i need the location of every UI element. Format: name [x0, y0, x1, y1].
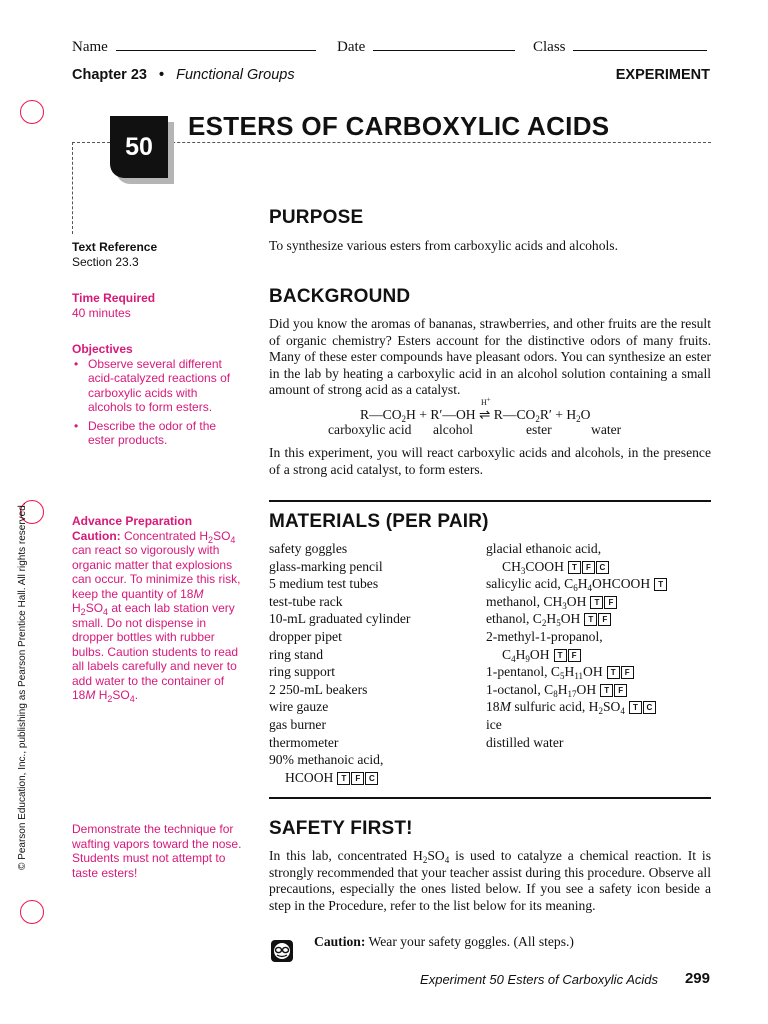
safety-rule: [269, 797, 711, 799]
time-required: [72, 291, 242, 320]
toxic-icon: T: [568, 561, 581, 574]
name-line: [116, 36, 316, 51]
safety-paragraph: In this lab, concentrated $H_2SO_4$ is used to catalyze a chemical reaction. It is strongly recommended that your teacher assist during this procedure. Observe all precautions, especially the ones listed below. If you see a safety icon beside a step in the Procedure, refer to the list below for its meaning.: [269, 848, 711, 913]
flammable-icon: F: [614, 684, 627, 697]
background-paragraph: Did you know the aromas of bananas, strawberries, and other fruits are the result of organic chemistry? Esters account for the distinctive odors of many fruits. Many of these ester compounds have pleasant odors. You can synthesize an ester in the lab by heating a carboxylic acid in an alcohol solution containing a small amount of strong acid as a catalyst.: [269, 316, 711, 398]
label-carboxylic-acid: carboxylic acid: [328, 422, 412, 437]
corrosive-icon: C: [643, 701, 656, 714]
chapter-number: Chapter 23: [72, 67, 147, 83]
material-item: ring support: [269, 664, 336, 680]
material-item: 10-mL graduated cylinder: [269, 611, 411, 627]
toxic-icon: T: [584, 613, 597, 626]
class-field: [533, 36, 707, 56]
flammable-icon: F: [582, 561, 595, 574]
material-item: 2-methyl-1-propanol,: [486, 628, 603, 644]
material-item: methanol, $CH_3OH$ T F: [486, 593, 712, 611]
text-reference-value: Section 23.3: [72, 254, 139, 269]
flammable-icon: F: [568, 649, 581, 662]
objectives: [72, 342, 242, 452]
flammable-icon: F: [351, 772, 364, 785]
material-item: 5 medium test tubes: [269, 576, 379, 592]
material-item: 2 250-mL beakers: [269, 681, 368, 697]
time-required-value: 40 minutes: [72, 305, 131, 320]
corrosive-icon: C: [596, 561, 609, 574]
material-item: ring stand: [269, 646, 323, 662]
material-item: glacial ethanoic acid,: [486, 541, 602, 556]
toxic-icon: T: [654, 578, 667, 591]
objective-item: • Observe several different acid-catalyzed reactions of carboxylic acids with alcohols to form esters.: [72, 357, 242, 415]
toxic-icon: T: [607, 666, 620, 679]
safety-heading: SAFETY FIRST!: [269, 818, 413, 839]
material-item: HCOOH T F C: [269, 769, 479, 787]
class-line: [573, 36, 707, 51]
advance-title: Advance Preparation: [72, 514, 193, 528]
binder-hole-top: [20, 100, 44, 124]
experiment-label: EXPERIMENT: [615, 67, 710, 83]
safety-caution: [314, 934, 574, 951]
material-item: distilled water: [486, 734, 564, 750]
label-alcohol: alcohol: [433, 422, 474, 437]
material-item: 18M sulfuric acid, $H_2SO_4$ T C: [486, 698, 712, 716]
material-item: 1-octanol, $C_8H_{17}OH$ T F: [486, 681, 712, 699]
toxic-icon: T: [337, 772, 350, 785]
material-item: safety goggles: [269, 541, 348, 556]
goggles-icon-graphic: [271, 940, 293, 962]
demo-note: Demonstrate the technique for wafting vapors toward the nose. Students must not attempt to taste esters!: [72, 822, 242, 880]
title-dashed-vertical: [72, 142, 73, 234]
material-item: ice: [486, 716, 502, 732]
material-item: salicylic acid, $C_6H_4OHCOOH$ T: [486, 575, 712, 593]
goggles-icon: [271, 940, 293, 962]
name-label: Name: [72, 39, 108, 55]
date-field: [337, 36, 515, 56]
objectives-list: [72, 357, 242, 448]
binder-hole-bottom: [20, 900, 44, 924]
objective-item: • Describe the odor of the ester products.: [72, 419, 242, 448]
chapter-bullet: •: [158, 67, 165, 83]
label-water: water: [591, 422, 622, 437]
class-label: Class: [533, 39, 566, 55]
material-item: $CH_3COOH$ T F C: [486, 558, 712, 576]
material-item: dropper pipet: [269, 628, 342, 644]
materials-right-list: [486, 540, 712, 751]
material-item: 90% methanoic acid,: [269, 752, 384, 768]
material-item: thermometer: [269, 734, 339, 750]
page-number: 299: [684, 970, 710, 987]
material-item: wire gauze: [269, 699, 329, 715]
corrosive-icon: C: [365, 772, 378, 785]
material-item: 1-pentanol, $C_5H_{11}OH$ T F: [486, 663, 712, 681]
name-field: [72, 36, 316, 56]
material-item: test-tube rack: [269, 593, 343, 609]
experiment-title: ESTERS OF CARBOXYLIC ACIDS: [188, 111, 610, 141]
material-item: ethanol, $C_2H_5OH$ T F: [486, 610, 712, 628]
advance-preparation: [72, 514, 242, 703]
purpose-heading: PURPOSE: [269, 207, 364, 228]
experiment-number-badge: 50: [110, 116, 168, 178]
chapter-topic: Functional Groups: [176, 67, 295, 83]
toxic-icon: T: [590, 596, 603, 609]
background-paragraph-2: In this experiment, you will react carboxylic acids and alcohols, in the presence of a strong acid catalyst, to form esters.: [269, 445, 711, 477]
background-heading: BACKGROUND: [269, 286, 411, 307]
advance-caution-label: Caution:: [72, 528, 121, 543]
materials-rule: [269, 500, 711, 502]
materials-heading: MATERIALS (PER PAIR): [269, 511, 489, 532]
safety-caution-text: Wear your safety goggles. (All steps.): [368, 934, 574, 949]
reaction-equation: $R—CO_2H$ + R′—OH ⇌ H+ $R—CO_2R' + H_2O$ carboxylic acid alcohol ester water: [328, 395, 622, 437]
flammable-icon: F: [598, 613, 611, 626]
material-item: $C_4H_9OH$ T F: [486, 646, 712, 664]
text-reference-title: Text Reference: [72, 240, 158, 254]
purpose-text: To synthesize various esters from carboxylic acids and alcohols.: [269, 238, 618, 253]
time-required-title: Time Required: [72, 291, 156, 305]
date-label: Date: [337, 39, 366, 55]
advance-text: Concentrated $H_2SO_4$ can react so vigorously with organic matter that explosions can occur. To minimize this risk, keep the quantity of 18M $H_2SO_4$ at each lab station very small. Do not dispense in dropper bottles with rubber bulbs. Caution students to read all labels carefully and never to add water to the container of 18M $H_2SO_4$.: [72, 528, 241, 704]
flammable-icon: F: [621, 666, 634, 679]
date-line: [373, 36, 515, 51]
toxic-icon: T: [600, 684, 613, 697]
toxic-icon: T: [629, 701, 642, 714]
chapter-line: [72, 67, 295, 83]
flammable-icon: F: [604, 596, 617, 609]
materials-left-list: [269, 540, 479, 786]
copyright-notice: © Pearson Education, Inc., publishing as Pearson Prentice Hall. All rights reserved.: [17, 502, 28, 870]
material-item: glass-marking pencil: [269, 558, 383, 574]
text-reference: [72, 240, 242, 269]
toxic-icon: T: [554, 649, 567, 662]
label-ester: ester: [526, 422, 552, 437]
material-item: gas burner: [269, 716, 326, 732]
objectives-title: Objectives: [72, 342, 133, 356]
footer-label: Experiment 50 Esters of Carboxylic Acids: [420, 972, 658, 987]
safety-caution-label: Caution:: [314, 934, 366, 949]
